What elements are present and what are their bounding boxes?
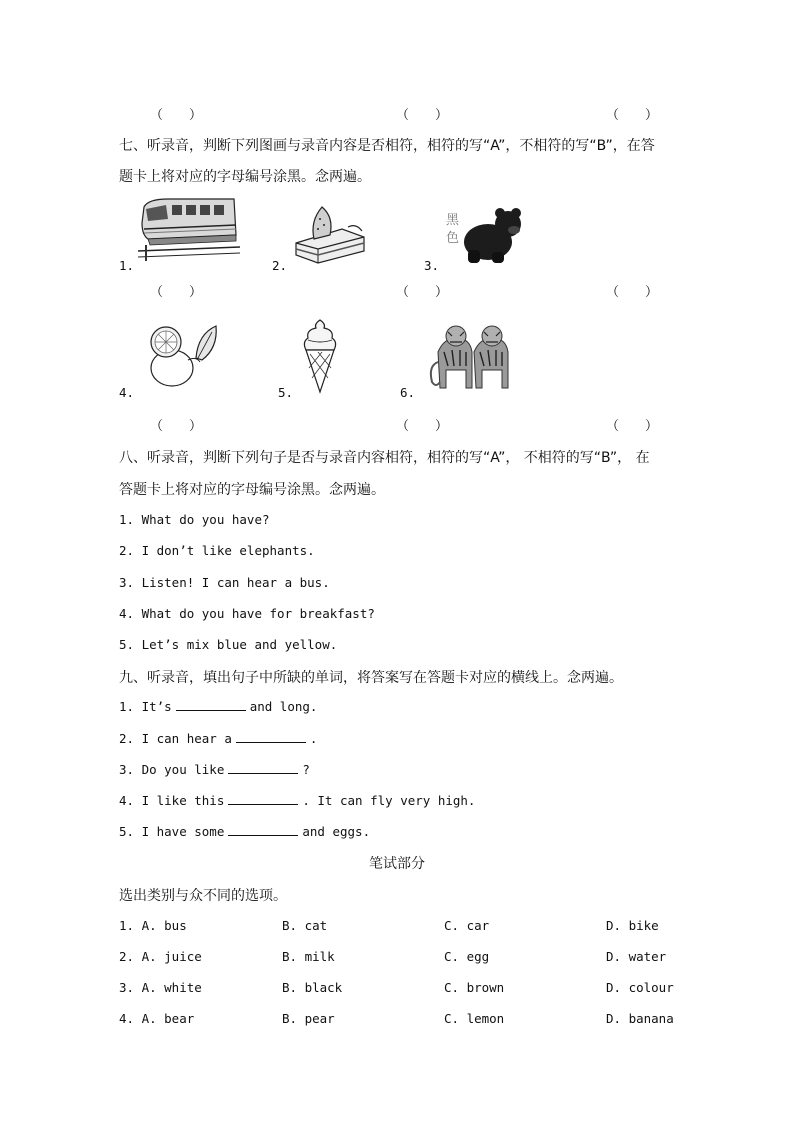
- answer-blank[interactable]: [176, 699, 246, 711]
- choice-option[interactable]: B. black: [282, 980, 343, 995]
- section7-heading-line1: 七、听录音，判断下列图画与录音内容是否相符，相符的写“A”，不相符的写“B”，在答: [119, 138, 655, 154]
- section8-heading-line1: 八、听录音，判断下列句子是否与录音内容相符，相符的写“A”， 不相符的写“B”， 在: [119, 450, 650, 466]
- sentence-item: 4. What do you have for breakfast?: [119, 606, 375, 621]
- answer-blank[interactable]: [236, 731, 306, 743]
- answer-blank[interactable]: [228, 793, 298, 805]
- item-number: 6.: [400, 385, 416, 400]
- choice-option[interactable]: C. lemon: [444, 1011, 505, 1026]
- fill-blank-item: 5. I have some and eggs.: [119, 824, 371, 839]
- choice-option[interactable]: 4. A. bear: [119, 1011, 195, 1026]
- choice-option[interactable]: B. pear: [282, 1011, 335, 1026]
- cake-slice-icon: [292, 203, 368, 265]
- choice-option[interactable]: C. brown: [444, 980, 505, 995]
- fill-blank-item: 4. I like this . It can fly very high.: [119, 793, 476, 808]
- choice-option[interactable]: B. cat: [282, 918, 328, 933]
- fill-blank-item: 3. Do you like ?: [119, 762, 310, 777]
- answer-paren[interactable]: （ ）: [396, 285, 449, 300]
- answer-paren[interactable]: （ ）: [150, 285, 203, 300]
- item-number: 2.: [272, 258, 288, 273]
- sentence-item: 3. Listen! I can hear a bus.: [119, 575, 330, 590]
- choice-option[interactable]: D. water: [606, 949, 667, 964]
- item-number: 4.: [119, 385, 135, 400]
- colour-caption: 黑色: [446, 213, 460, 246]
- train-icon: [138, 195, 240, 265]
- choice-option[interactable]: 3. A. white: [119, 980, 202, 995]
- answer-paren[interactable]: （ ）: [150, 419, 203, 434]
- tigers-icon: [426, 322, 518, 392]
- answer-paren[interactable]: （ ）: [606, 108, 659, 123]
- ice-cream-icon: [300, 318, 340, 394]
- answer-paren[interactable]: （ ）: [606, 285, 659, 300]
- item-number: 3.: [424, 258, 440, 273]
- answer-paren[interactable]: （ ）: [396, 108, 449, 123]
- written-instruction: 选出类别与众不同的选项。: [119, 888, 287, 904]
- item-number: 1.: [119, 258, 135, 273]
- section7-heading-line2: 题卡上将对应的字母编号涂黑。念两遍。: [119, 169, 371, 185]
- answer-paren[interactable]: （ ）: [396, 419, 449, 434]
- answer-blank[interactable]: [228, 824, 298, 836]
- lemon-icon: [146, 320, 220, 392]
- section8-heading-line2: 答题卡上将对应的字母编号涂黑。念两遍。: [119, 482, 385, 498]
- choice-option[interactable]: B. milk: [282, 949, 335, 964]
- section9-heading: 九、听录音，填出句子中所缺的单词，将答案写在答题卡对应的横线上。念两遍。: [119, 670, 623, 686]
- choice-option[interactable]: C. car: [444, 918, 490, 933]
- choice-option[interactable]: 1. A. bus: [119, 918, 187, 933]
- choice-option[interactable]: D. banana: [606, 1011, 674, 1026]
- choice-option[interactable]: C. egg: [444, 949, 490, 964]
- choice-option[interactable]: D. colour: [606, 980, 674, 995]
- written-part-title: 笔试部分: [369, 856, 425, 872]
- black-bear-icon: [460, 206, 526, 264]
- item-number: 5.: [278, 385, 294, 400]
- answer-paren[interactable]: （ ）: [150, 108, 203, 123]
- sentence-item: 2. I don’t like elephants.: [119, 543, 315, 558]
- fill-blank-item: 2. I can hear a .: [119, 731, 318, 746]
- sentence-item: 5. Let’s mix blue and yellow.: [119, 637, 338, 652]
- choice-option[interactable]: D. bike: [606, 918, 659, 933]
- fill-blank-item: 1. It’s and long.: [119, 699, 318, 714]
- sentence-item: 1. What do you have?: [119, 512, 270, 527]
- answer-blank[interactable]: [228, 762, 298, 774]
- choice-option[interactable]: 2. A. juice: [119, 949, 202, 964]
- answer-paren[interactable]: （ ）: [606, 419, 659, 434]
